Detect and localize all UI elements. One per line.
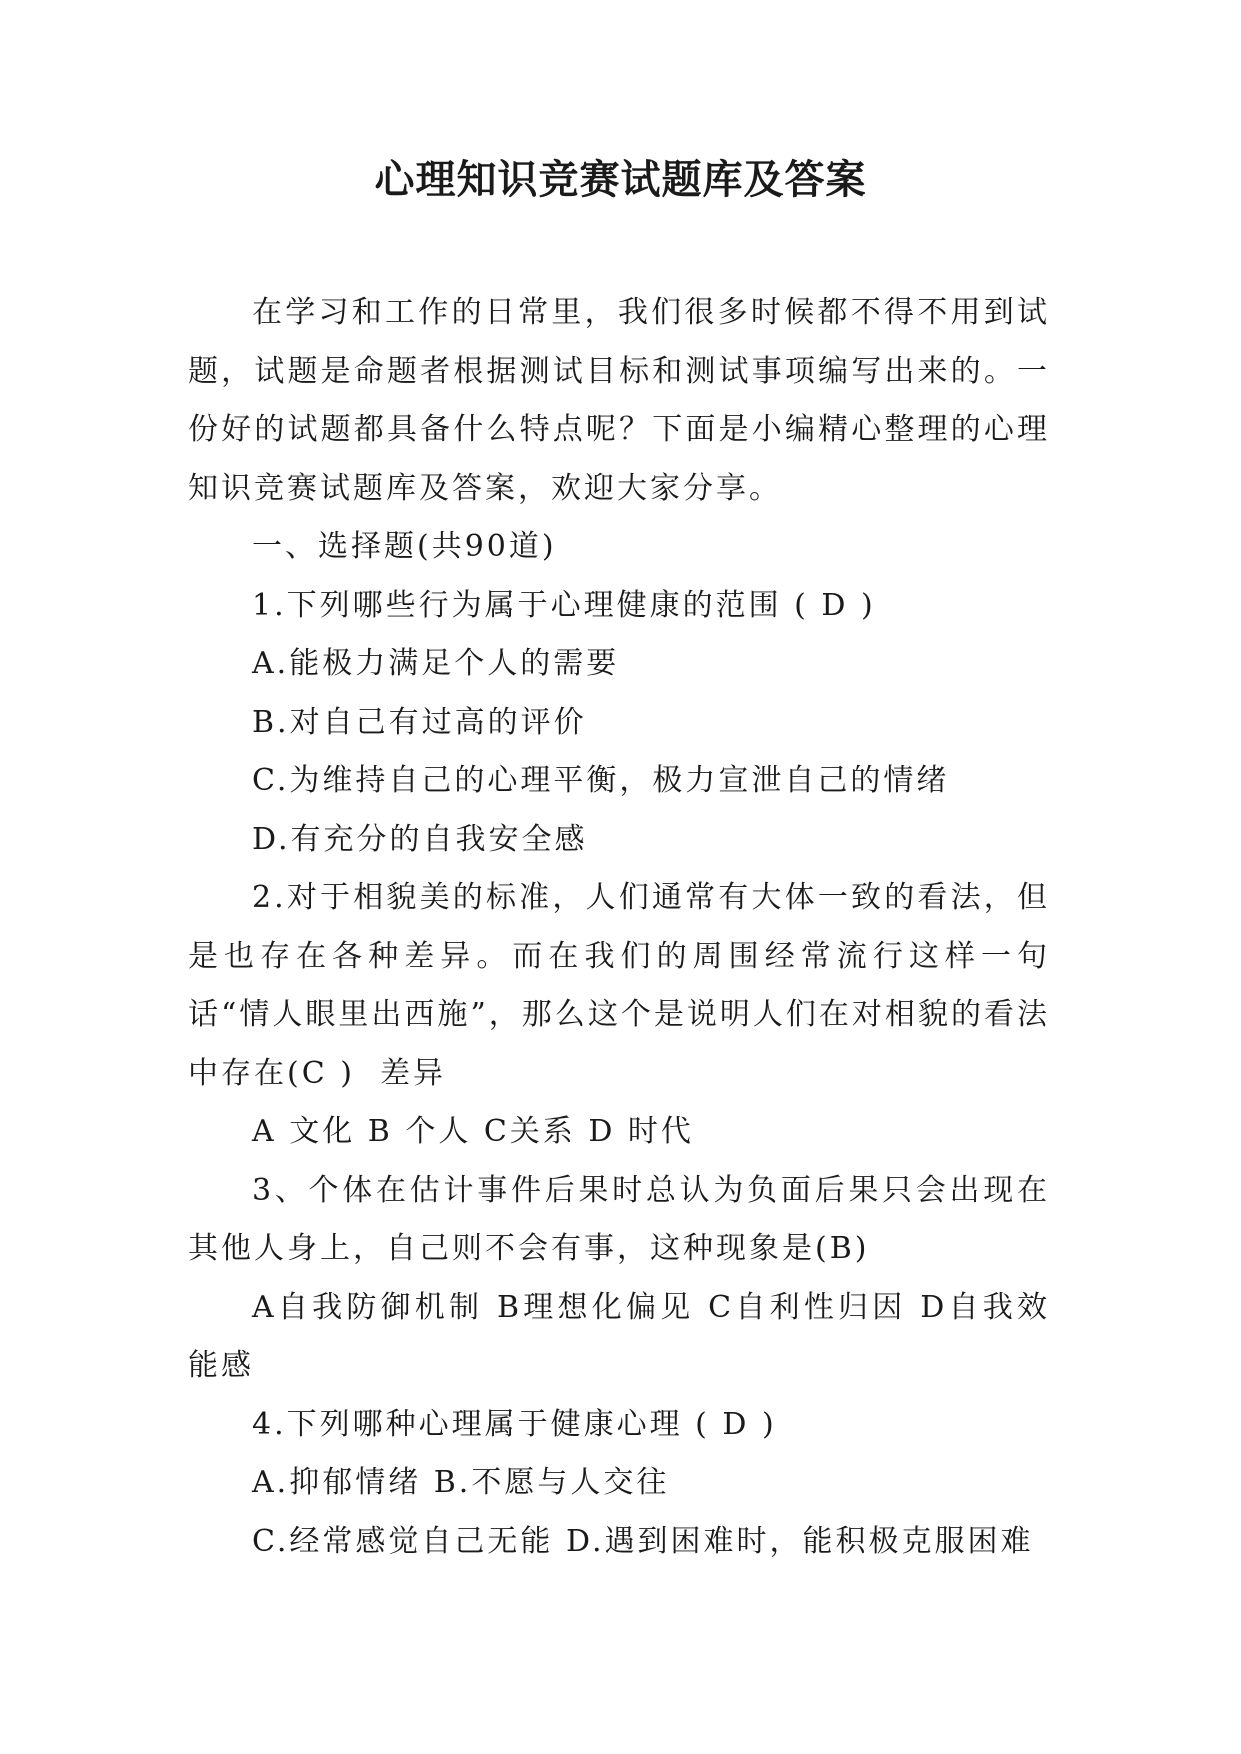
document-body [188,284,1050,1571]
question-4: 4.下列哪种心理属于健康心理 ( D ) [252,1406,777,1442]
question-1-option-b: B.对自己有过高的评价 [252,704,587,740]
section-heading: 一、选择题(共90道) [252,529,557,564]
question-1-option-c: C.为维持自己的心理平衡，极力宣泄自己的情绪 [252,763,950,798]
question-2-options: A 文化 B 个人 C关系 D 时代 [252,1114,694,1149]
question-1: 1.下列哪些行为属于心理健康的范围 ( D ) [252,587,876,623]
question-3: 3、个体在估计事件后果时总认为负面后果只会出现在其他人身上，自己则不会有事，这种现象是(B) [188,1172,1050,1266]
question-1-option-a: A.能极力满足个人的需要 [252,646,620,681]
intro-paragraph: 在学习和工作的日常里，我们很多时候都不得不用到试题，试题是命题者根据测试目标和测试事项编写出来的。一份好的试题都具备什么特点呢？下面是小编精心整理的心理知识竞赛试题库及答案，欢迎大家分享。 [188,295,1050,506]
question-3-options: A自我防御机制 B理想化偏见 C自利性归因 D自我效能感 [188,1289,1050,1383]
document-title: 心理知识竞赛试题库及答案 [374,156,867,203]
question-1-option-d: D.有充分的自我安全感 [252,821,588,857]
question-4-options-ab: A.抑郁情绪 B.不愿与人交往 [252,1465,670,1500]
question-2: 2.对于相貌美的标准，人们通常有大体一致的看法，但是也存在各种差异。而在我们的周围经常流行这样一句话“情人眼里出西施”，那么这个是说明人们在对相貌的看法中存在(C ) 差异 [188,880,1050,1091]
question-4-options-cd: C.经常感觉自己无能 D.遇到困难时，能积极克服困难 [252,1523,1034,1559]
